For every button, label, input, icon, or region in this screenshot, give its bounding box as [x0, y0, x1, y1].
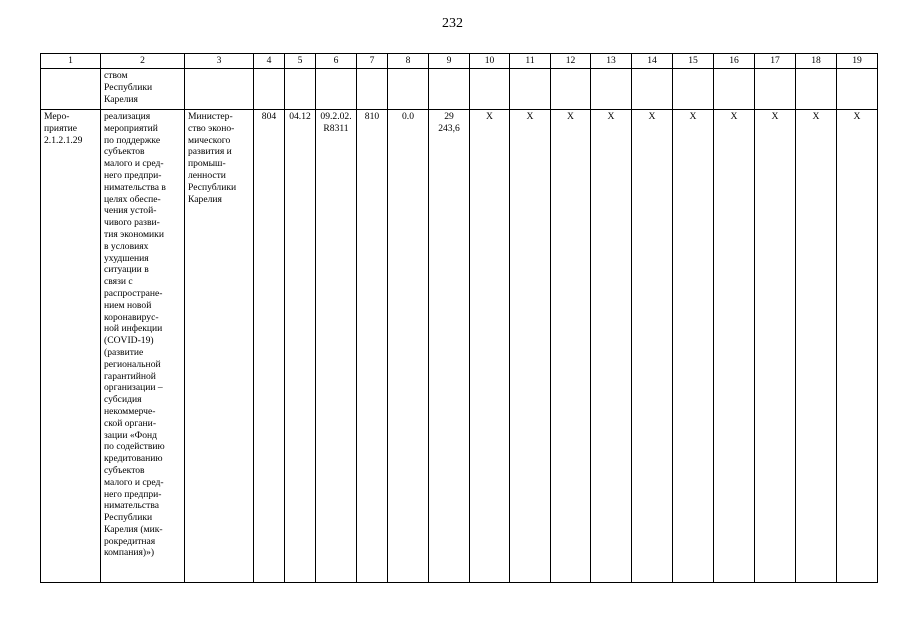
header-cell: 8: [388, 54, 429, 69]
table-cell: [837, 69, 878, 110]
header-cell: 9: [429, 54, 470, 69]
value-cell-11: Х: [510, 110, 551, 583]
header-cell: 11: [510, 54, 551, 69]
header-cell: 3: [185, 54, 254, 69]
table-cell: [41, 69, 101, 110]
table-cell: [796, 69, 837, 110]
table-cell: [254, 69, 285, 110]
table-cell: [470, 69, 510, 110]
value-cell-9: 29 243,6: [429, 110, 470, 583]
value-cell-15: Х: [673, 110, 714, 583]
table-row-measure: [41, 110, 878, 583]
table-cell: [591, 69, 632, 110]
table-cell: [673, 69, 714, 110]
table-row-continuation: [41, 69, 878, 110]
measure-description-cell: реализация мероприятий по поддержке субъектов малого и сред- него предпри- нимательства в целях обеспе- чения устой- чивого разви- тия экономики в условиях ухудшения ситуации в связи с распростране- нием новой коронавирус- ной инфекции (COVID-19) (развитие региональной гарантийной организации – субсидия некоммерче- ской органи- зации «Фонд по содействию кредитованию субъектов малого и сред- него предпри- нимательства Республики Карелия (мик- рокредитная компания)»): [101, 110, 185, 583]
value-cell-14: Х: [632, 110, 673, 583]
responsible-executor-cell: Министер- ство эконо- мического развития и промыш- ленности Республики Карелия: [185, 110, 254, 583]
header-cell: 5: [285, 54, 316, 69]
table-cell: [714, 69, 755, 110]
header-cell: 1: [41, 54, 101, 69]
header-cell: 17: [755, 54, 796, 69]
header-cell: 13: [591, 54, 632, 69]
value-cell-12: Х: [551, 110, 591, 583]
table-cell: [285, 69, 316, 110]
header-cell: 4: [254, 54, 285, 69]
header-cell: 19: [837, 54, 878, 69]
table-cell: [632, 69, 673, 110]
page-number: 232: [442, 16, 463, 31]
table-cell: [388, 69, 429, 110]
table-cell: [510, 69, 551, 110]
table-cell: [316, 69, 357, 110]
expense-type-cell: 810: [357, 110, 388, 583]
value-cell-19: Х: [837, 110, 878, 583]
header-cell: 14: [632, 54, 673, 69]
table-cell: [755, 69, 796, 110]
header-cell: 18: [796, 54, 837, 69]
header-cell: 10: [470, 54, 510, 69]
table-header-row: [41, 54, 878, 69]
value-cell-8: 0.0: [388, 110, 429, 583]
table-cell: [185, 69, 254, 110]
header-cell: 6: [316, 54, 357, 69]
table-cell: [357, 69, 388, 110]
grbs-code-cell: 804: [254, 110, 285, 583]
budget-table: [40, 53, 878, 583]
section-code-cell: 04.12: [285, 110, 316, 583]
measure-code-cell: Меро- приятие 2.1.2.1.29: [41, 110, 101, 583]
header-cell: 2: [101, 54, 185, 69]
header-cell: 15: [673, 54, 714, 69]
value-cell-18: Х: [796, 110, 837, 583]
table-cell: [429, 69, 470, 110]
value-cell-17: Х: [755, 110, 796, 583]
value-cell-10: Х: [470, 110, 510, 583]
header-cell: 16: [714, 54, 755, 69]
value-cell-16: Х: [714, 110, 755, 583]
header-cell: 12: [551, 54, 591, 69]
target-article-cell: 09.2.02. R8311: [316, 110, 357, 583]
value-cell-13: Х: [591, 110, 632, 583]
header-cell: 7: [357, 54, 388, 69]
table-cell: [551, 69, 591, 110]
executor-continuation-text: ством Республики Карелия: [101, 69, 185, 110]
